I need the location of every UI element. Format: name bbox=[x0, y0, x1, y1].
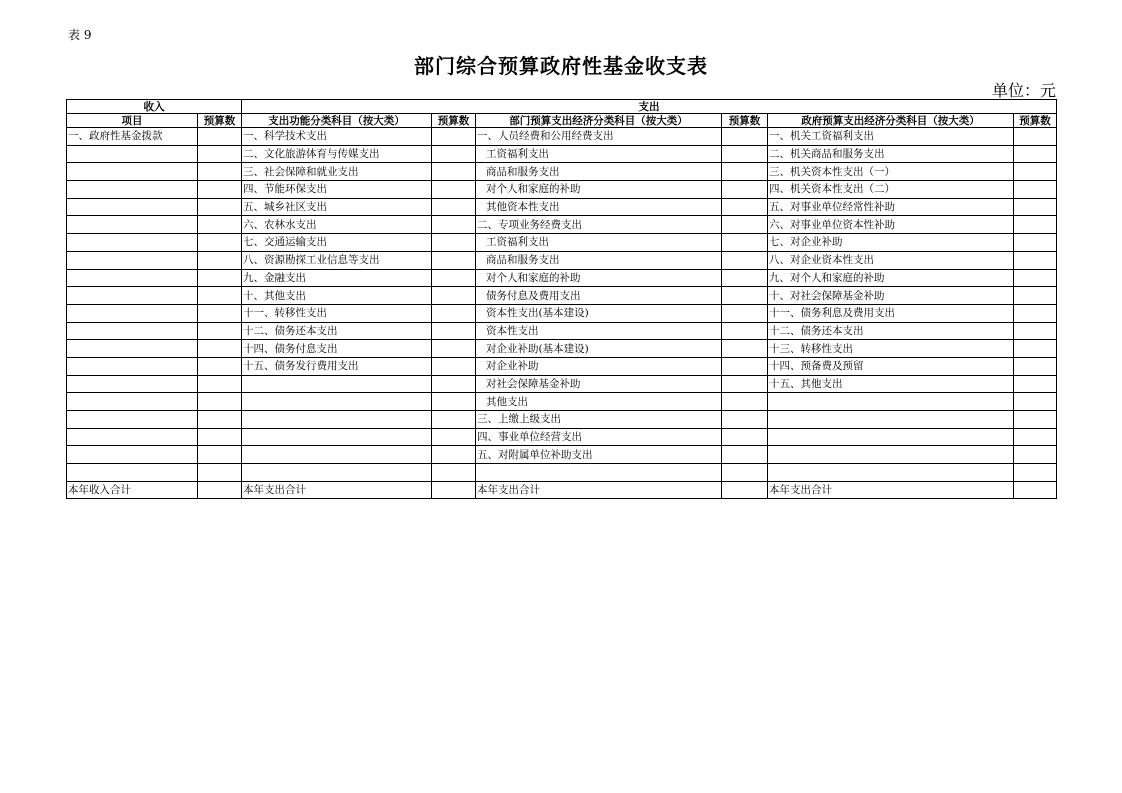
func-budget-cell bbox=[432, 181, 476, 199]
func-class-cell: 十二、债务还本支出 bbox=[242, 322, 432, 340]
func-budget-cell bbox=[432, 357, 476, 375]
gov-budget-column-header: 预算数 bbox=[1014, 114, 1057, 128]
func-budget-cell bbox=[432, 411, 476, 429]
income-item-cell bbox=[67, 304, 198, 322]
income-item-cell bbox=[67, 411, 198, 429]
table-row bbox=[67, 198, 1057, 216]
dept-econ-cell: 三、上缴上级支出 bbox=[476, 411, 722, 429]
table-row bbox=[67, 145, 1057, 163]
income-budget-cell bbox=[198, 464, 242, 482]
gov-budget-cell bbox=[1014, 357, 1057, 375]
table-row bbox=[67, 446, 1057, 464]
income-budget-cell bbox=[198, 251, 242, 269]
dept-econ-cell: 对个人和家庭的补助 bbox=[476, 269, 722, 287]
income-budget-cell bbox=[198, 198, 242, 216]
func-class-cell: 七、交通运输支出 bbox=[242, 234, 432, 252]
dept-econ-cell: 二、专项业务经费支出 bbox=[476, 216, 722, 234]
gov-budget-cell bbox=[1014, 198, 1057, 216]
income-budget-cell bbox=[198, 446, 242, 464]
income-budget-cell bbox=[198, 340, 242, 358]
func-class-cell: 九、金融支出 bbox=[242, 269, 432, 287]
table-row bbox=[67, 181, 1057, 199]
gov-econ-cell: 二、机关商品和服务支出 bbox=[768, 145, 1014, 163]
dept-budget-cell bbox=[722, 287, 768, 305]
func-class-column-header: 支出功能分类科目（按大类） bbox=[242, 114, 432, 128]
income-item-cell bbox=[67, 234, 198, 252]
header-row-1 bbox=[67, 100, 1057, 114]
func-total-label: 本年支出合计 bbox=[242, 481, 432, 499]
dept-budget-cell bbox=[722, 234, 768, 252]
table-row bbox=[67, 375, 1057, 393]
table-row bbox=[67, 464, 1057, 482]
func-class-cell bbox=[242, 393, 432, 411]
dept-budget-cell bbox=[722, 322, 768, 340]
gov-budget-cell bbox=[1014, 269, 1057, 287]
dept-econ-cell: 对社会保障基金补助 bbox=[476, 375, 722, 393]
func-budget-cell bbox=[432, 163, 476, 181]
dept-budget-cell bbox=[722, 428, 768, 446]
gov-econ-cell: 三、机关资本性支出（一） bbox=[768, 163, 1014, 181]
func-budget-cell bbox=[432, 340, 476, 358]
func-class-cell bbox=[242, 411, 432, 429]
func-class-cell: 四、节能环保支出 bbox=[242, 181, 432, 199]
func-budget-cell bbox=[432, 269, 476, 287]
gov-budget-cell bbox=[1014, 322, 1057, 340]
income-item-cell bbox=[67, 269, 198, 287]
dept-econ-cell bbox=[476, 464, 722, 482]
dept-budget-cell bbox=[722, 375, 768, 393]
dept-econ-cell: 对企业补助 bbox=[476, 357, 722, 375]
dept-econ-cell: 资本性支出(基本建设) bbox=[476, 304, 722, 322]
dept-econ-column-header: 部门预算支出经济分类科目（按大类） bbox=[476, 114, 722, 128]
income-item-cell bbox=[67, 375, 198, 393]
gov-econ-cell: 九、对个人和家庭的补助 bbox=[768, 269, 1014, 287]
func-class-cell: 十五、债务发行费用支出 bbox=[242, 357, 432, 375]
dept-econ-cell: 商品和服务支出 bbox=[476, 163, 722, 181]
dept-econ-cell: 四、事业单位经营支出 bbox=[476, 428, 722, 446]
gov-econ-cell bbox=[768, 464, 1014, 482]
func-budget-cell bbox=[432, 304, 476, 322]
gov-budget-cell bbox=[1014, 287, 1057, 305]
dept-total-label: 本年支出合计 bbox=[476, 481, 722, 499]
income-budget-cell bbox=[198, 216, 242, 234]
dept-budget-cell bbox=[722, 304, 768, 322]
dept-econ-cell: 五、对附属单位补助支出 bbox=[476, 446, 722, 464]
func-budget-cell bbox=[432, 375, 476, 393]
gov-econ-column-header: 政府预算支出经济分类科目（按大类） bbox=[768, 114, 1014, 128]
func-class-cell: 十、其他支出 bbox=[242, 287, 432, 305]
income-item-cell bbox=[67, 357, 198, 375]
table-body bbox=[67, 128, 1057, 482]
func-class-cell bbox=[242, 375, 432, 393]
gov-budget-cell bbox=[1014, 375, 1057, 393]
dept-budget-cell bbox=[722, 269, 768, 287]
gov-econ-cell bbox=[768, 428, 1014, 446]
income-budget-column-header: 预算数 bbox=[198, 114, 242, 128]
income-total-label: 本年收入合计 bbox=[67, 481, 198, 499]
table-row bbox=[67, 234, 1057, 252]
func-class-cell bbox=[242, 446, 432, 464]
gov-budget-cell bbox=[1014, 145, 1057, 163]
func-budget-cell bbox=[432, 128, 476, 146]
gov-econ-cell: 一、机关工资福利支出 bbox=[768, 128, 1014, 146]
income-item-cell bbox=[67, 340, 198, 358]
income-item-cell bbox=[67, 428, 198, 446]
income-budget-cell bbox=[198, 269, 242, 287]
gov-econ-cell bbox=[768, 411, 1014, 429]
income-budget-cell bbox=[198, 428, 242, 446]
gov-econ-cell: 八、对企业资本性支出 bbox=[768, 251, 1014, 269]
gov-budget-cell bbox=[1014, 411, 1057, 429]
gov-econ-cell: 十一、债务利息及费用支出 bbox=[768, 304, 1014, 322]
dept-econ-cell: 对企业补助(基本建设) bbox=[476, 340, 722, 358]
income-budget-cell bbox=[198, 287, 242, 305]
gov-econ-cell: 四、机关资本性支出（二） bbox=[768, 181, 1014, 199]
dept-budget-cell bbox=[722, 340, 768, 358]
item-column-header: 项目 bbox=[67, 114, 198, 128]
income-item-cell bbox=[67, 287, 198, 305]
dept-econ-cell: 其他支出 bbox=[476, 393, 722, 411]
income-budget-cell bbox=[198, 375, 242, 393]
expense-header: 支出 bbox=[242, 100, 1057, 114]
func-budget-cell bbox=[432, 464, 476, 482]
income-item-cell bbox=[67, 163, 198, 181]
func-class-cell bbox=[242, 428, 432, 446]
func-class-cell: 十四、债务付息支出 bbox=[242, 340, 432, 358]
func-budget-cell bbox=[432, 446, 476, 464]
table-row bbox=[67, 411, 1057, 429]
income-item-cell bbox=[67, 464, 198, 482]
budget-table bbox=[66, 99, 1057, 499]
gov-budget-cell bbox=[1014, 446, 1057, 464]
income-item-cell bbox=[67, 322, 198, 340]
gov-econ-cell: 五、对事业单位经常性补助 bbox=[768, 198, 1014, 216]
gov-budget-cell bbox=[1014, 163, 1057, 181]
gov-econ-cell bbox=[768, 446, 1014, 464]
dept-budget-cell bbox=[722, 251, 768, 269]
table-row bbox=[67, 357, 1057, 375]
dept-budget-cell bbox=[722, 198, 768, 216]
func-budget-column-header: 预算数 bbox=[432, 114, 476, 128]
table-row bbox=[67, 393, 1057, 411]
func-budget-cell bbox=[432, 287, 476, 305]
income-budget-cell bbox=[198, 411, 242, 429]
unit-label: 单位：元 bbox=[991, 81, 1056, 100]
income-item-cell bbox=[67, 446, 198, 464]
gov-budget-cell bbox=[1014, 464, 1057, 482]
dept-budget-cell bbox=[722, 464, 768, 482]
dept-econ-cell: 债务付息及费用支出 bbox=[476, 287, 722, 305]
income-header: 收入 bbox=[67, 100, 242, 114]
dept-econ-cell: 一、人员经费和公用经费支出 bbox=[476, 128, 722, 146]
dept-econ-cell: 其他资本性支出 bbox=[476, 198, 722, 216]
func-class-cell bbox=[242, 464, 432, 482]
gov-budget-cell bbox=[1014, 340, 1057, 358]
gov-total-label: 本年支出合计 bbox=[768, 481, 1014, 499]
income-budget-cell bbox=[198, 322, 242, 340]
dept-budget-cell bbox=[722, 181, 768, 199]
table-row bbox=[67, 340, 1057, 358]
gov-budget-cell bbox=[1014, 128, 1057, 146]
gov-econ-cell: 七、对企业补助 bbox=[768, 234, 1014, 252]
dept-budget-cell bbox=[722, 145, 768, 163]
income-item-cell bbox=[67, 145, 198, 163]
func-budget-cell bbox=[432, 393, 476, 411]
header-row-2 bbox=[67, 114, 1057, 128]
table-row bbox=[67, 428, 1057, 446]
income-budget-cell bbox=[198, 145, 242, 163]
func-class-cell: 五、城乡社区支出 bbox=[242, 198, 432, 216]
gov-econ-cell: 十三、转移性支出 bbox=[768, 340, 1014, 358]
func-total-value bbox=[432, 481, 476, 499]
income-budget-cell bbox=[198, 234, 242, 252]
table-row bbox=[67, 128, 1057, 146]
dept-econ-cell: 工资福利支出 bbox=[476, 234, 722, 252]
func-class-cell: 八、资源勘探工业信息等支出 bbox=[242, 251, 432, 269]
income-item-cell bbox=[67, 181, 198, 199]
dept-econ-cell: 工资福利支出 bbox=[476, 145, 722, 163]
income-budget-cell bbox=[198, 304, 242, 322]
func-budget-cell bbox=[432, 251, 476, 269]
func-class-cell: 六、农林水支出 bbox=[242, 216, 432, 234]
income-item-cell bbox=[67, 393, 198, 411]
gov-budget-cell bbox=[1014, 393, 1057, 411]
income-item-cell bbox=[67, 198, 198, 216]
func-budget-cell bbox=[432, 322, 476, 340]
income-budget-cell bbox=[198, 128, 242, 146]
income-item-cell bbox=[67, 216, 198, 234]
dept-budget-cell bbox=[722, 216, 768, 234]
gov-budget-cell bbox=[1014, 251, 1057, 269]
gov-econ-cell: 十、对社会保障基金补助 bbox=[768, 287, 1014, 305]
func-class-cell: 二、文化旅游体育与传媒支出 bbox=[242, 145, 432, 163]
dept-budget-cell bbox=[722, 163, 768, 181]
table-row bbox=[67, 251, 1057, 269]
func-budget-cell bbox=[432, 145, 476, 163]
dept-budget-column-header: 预算数 bbox=[722, 114, 768, 128]
func-budget-cell bbox=[432, 216, 476, 234]
table-row bbox=[67, 216, 1057, 234]
dept-total-value bbox=[722, 481, 768, 499]
gov-budget-cell bbox=[1014, 428, 1057, 446]
func-budget-cell bbox=[432, 428, 476, 446]
table-row bbox=[67, 269, 1057, 287]
gov-budget-cell bbox=[1014, 304, 1057, 322]
gov-econ-cell: 十五、其他支出 bbox=[768, 375, 1014, 393]
income-item-cell bbox=[67, 251, 198, 269]
gov-econ-cell: 十四、预备费及预留 bbox=[768, 357, 1014, 375]
dept-budget-cell bbox=[722, 446, 768, 464]
income-budget-cell bbox=[198, 163, 242, 181]
gov-budget-cell bbox=[1014, 216, 1057, 234]
dept-budget-cell bbox=[722, 357, 768, 375]
dept-budget-cell bbox=[722, 393, 768, 411]
gov-budget-cell bbox=[1014, 181, 1057, 199]
income-budget-cell bbox=[198, 393, 242, 411]
dept-econ-cell: 资本性支出 bbox=[476, 322, 722, 340]
dept-econ-cell: 对个人和家庭的补助 bbox=[476, 181, 722, 199]
table-number: 表 9 bbox=[68, 28, 92, 42]
func-class-cell: 一、科学技术支出 bbox=[242, 128, 432, 146]
func-budget-cell bbox=[432, 234, 476, 252]
table-row bbox=[67, 163, 1057, 181]
page-title: 部门综合预算政府性基金收支表 bbox=[414, 54, 708, 78]
func-budget-cell bbox=[432, 198, 476, 216]
gov-total-value bbox=[1014, 481, 1057, 499]
income-budget-cell bbox=[198, 357, 242, 375]
totals-row bbox=[67, 481, 1057, 499]
income-total-value bbox=[198, 481, 242, 499]
dept-budget-cell bbox=[722, 411, 768, 429]
gov-econ-cell: 六、对事业单位资本性补助 bbox=[768, 216, 1014, 234]
gov-budget-cell bbox=[1014, 234, 1057, 252]
func-class-cell: 三、社会保障和就业支出 bbox=[242, 163, 432, 181]
table-row bbox=[67, 304, 1057, 322]
gov-econ-cell: 十二、债务还本支出 bbox=[768, 322, 1014, 340]
table-row bbox=[67, 287, 1057, 305]
dept-econ-cell: 商品和服务支出 bbox=[476, 251, 722, 269]
dept-budget-cell bbox=[722, 128, 768, 146]
gov-econ-cell bbox=[768, 393, 1014, 411]
income-item-cell: 一、政府性基金拨款 bbox=[67, 128, 198, 146]
func-class-cell: 十一、转移性支出 bbox=[242, 304, 432, 322]
income-budget-cell bbox=[198, 181, 242, 199]
table-row bbox=[67, 322, 1057, 340]
